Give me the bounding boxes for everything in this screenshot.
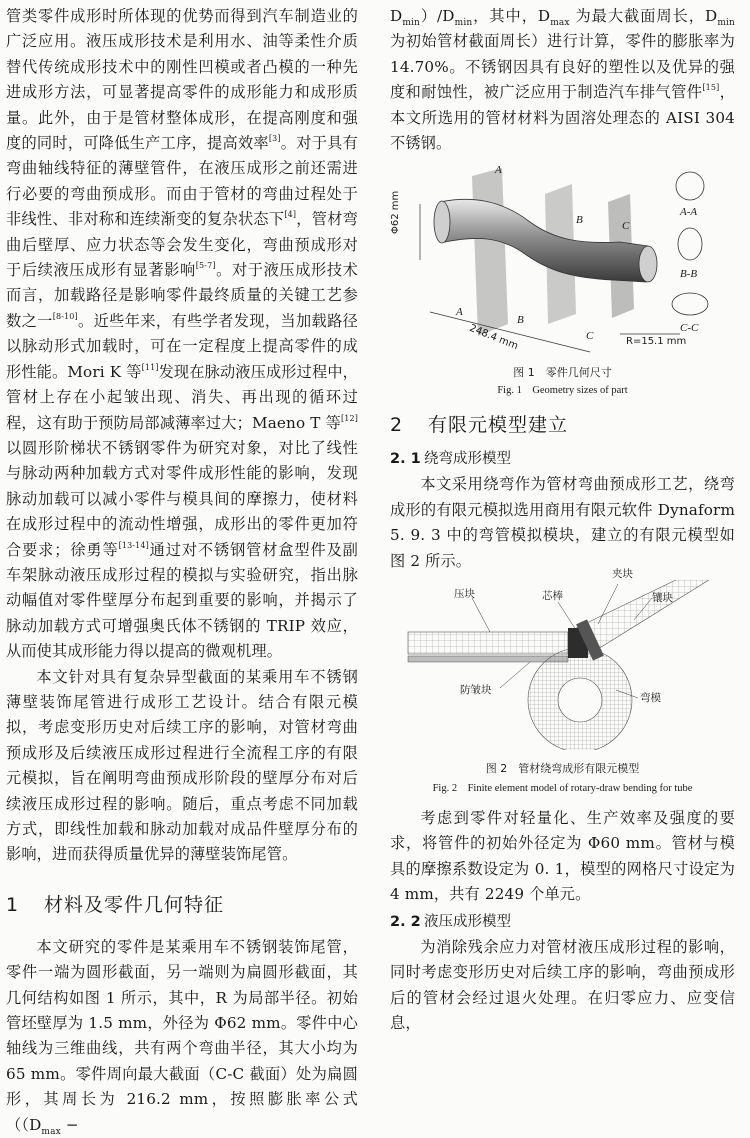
label-section-c: C — [586, 330, 594, 343]
fe-model-drawing — [390, 580, 735, 750]
paragraph-expansion-rate: $D_{min})/D_{min}$，其中，$D_{max}$ 为最大截面周长，$D_{min}$ 为初始管材截面周长）进行计算，零件的膨胀率为 14.70%。不锈钢因具有良好的塑性以及优异的强度和耐蚀性，被广泛应用于制造汽车排气管件[15]，本文所选用的管材材料为固溶处理态的 AISI 304 不锈钢。 — [390, 7, 736, 153]
paragraph-objective: 本文针对具有复杂异型截面的某乘用车不锈钢薄壁装饰尾管进行成形工艺设计。结合有限元模拟，考虑变形历史对后续工序的影响，对管材弯曲预成形及后续液压成形过程进行全流程工序的有限元模拟，旨在阐明弯曲预成形阶段的壁厚分布对后续液压成形过程的影响。随后，重点考虑不同加载方式，即线性加载和脉动加载对成品件壁厚分布的影响，进而获得质量优异的薄壁装饰尾管。 — [6, 667, 358, 864]
label-section-b: B — [576, 214, 583, 227]
dim-radius: R=15.1 mm — [626, 336, 687, 348]
section-cc-outline — [672, 293, 708, 315]
subsection-2-2-heading: 2. 2 液压成形模型 — [390, 913, 511, 930]
section-2-heading: 2 有限元模型建立 — [390, 414, 569, 437]
paragraph-intro: 管类零件成形时所体现的优势而得到汽车制造业的广泛应用。液压成形技术是利用水、油等柔性介质替代传统成形技术中的刚性凹模或者凸模的一种先进成形方法，可显著提高零件的成形能力和成形质量。此外，由于是管材整体成形，在提高刚度和强度的同时，可降低生产工序，提高效率[3]。对于具有弯曲轴线特征的薄壁管件，在液压成形之前还需进行必要的弯曲预成形。而由于管材的弯曲过程处于非线性、非对称和连续渐变的复杂状态下[4]，管材弯曲后壁厚、应力状态等会发生变化，弯曲预成形对于后续液压成形有显著影响[5-7]。对于液压成形技术而言，加载路径是影响零件最终质量的关键工艺参数之一[8-10]。近些年来，有些学者发现，当加载路径以脉动形式加载时，可在一定程度上提高零件的成形性能。Mori K 等[11]发现在脉动液压成形过程中，管材上存在小起皱出现、消失、再出现的循环过程，这有助于预防局部减薄率过大；Maeno T 等[12]以圆形阶梯状不锈钢零件为研究对象，对比了线性与脉动两种加载方式对零件成形性能的影响，发现脉动加载可以减小零件与模具间的摩擦力，使材料在成形过程中的流动性增强，成形出的零件更加符合要求；徐勇等[13-14]通过对不锈钢管材盒型件及副车架脉动液压成形过程的模拟与实验研究，指出脉动幅值对零件壁厚分布起到重要的影响，并揭示了脉动加载方式可增强奥氏体不锈钢的 TRIP 效应，从而使其成形能力得以提高的微观机理。 — [6, 7, 359, 661]
label-section-c: C — [622, 220, 630, 233]
citation: [8-10] — [52, 311, 78, 321]
dim-length: 248.4 mm — [467, 323, 520, 353]
section-1-heading: 1 材料及零件几何特征 — [6, 893, 225, 916]
citation: [12] — [340, 413, 358, 423]
left-column — [6, 4, 358, 1138]
label-aa: A-A — [680, 206, 698, 219]
section-bb-outline — [678, 228, 702, 260]
round-end — [434, 201, 450, 243]
section-aa-outline — [676, 172, 704, 200]
label-bending-die: 弯模 — [640, 692, 661, 705]
figure-2-caption-cn: 图 2 管材绕弯成形有限元模型 — [485, 762, 640, 776]
paragraph-part-description: 本文研究的零件是某乘用车不锈钢装饰尾管，零件一端为圆形截面，另一端则为扁圆形截面，其几何结构如图 1 所示，其中，R 为局部半径。初始管坯壁厚为 1.5 mm，外径为 Φ62 mm。零件中心轴线为三维曲线，共有两个弯曲半径，其大小均为 65 mm。零件周向最大截面（C-C 截面）处为扁圆形，其周长为 216.2 mm，按照膨胀率公式（（$D_{max}$ − — [6, 937, 358, 1137]
paragraph-bending-model: 本文采用绕弯作为管材弯曲预成形工艺，绕弯成形的有限元模拟选用商用有限元软件 Dynaform 5. 9. 3 中的弯管模拟模块，建立的有限元模型如图 2 所示。 — [390, 475, 735, 570]
label-clamp: 夹块 — [612, 568, 633, 581]
citation: [5-7] — [195, 261, 216, 271]
right-column — [390, 4, 735, 1036]
section-plane-a — [472, 168, 508, 336]
dim-diameter: Φ62 mm — [390, 191, 401, 235]
label-wiper: 防皱块 — [460, 684, 492, 697]
tube-mesh — [408, 632, 568, 654]
citation: [15] — [702, 83, 720, 93]
label-bb: B-B — [680, 268, 698, 281]
label-cc: C-C — [680, 322, 699, 335]
label-insert: 镶块 — [652, 592, 673, 605]
paragraph-mesh-settings: 考虑到零件对轻量化、生产效率及强度的要求，将管件的初始外径定为 Φ60 mm。管材与模具的摩擦系数设定为 0. 1，模型的网格尺寸设定为 4 mm，共有 2249 个单元。 — [390, 809, 735, 904]
label-mandrel: 芯棒 — [542, 590, 563, 603]
figure-1 — [390, 164, 735, 396]
label-section-a: A — [495, 164, 502, 177]
subsection-2-1-heading: 2. 1 绕弯成形模型 — [390, 451, 511, 468]
citation: [13-14] — [118, 540, 149, 550]
figure-1-caption-cn: 图 1 零件几何尺寸 — [513, 366, 612, 380]
citation: [4] — [284, 210, 297, 220]
figure-1-caption-en: Fig. 1 Geometry sizes of part — [497, 385, 628, 397]
figure-2-caption-en: Fig. 2 Finite element model of rotary-draw bending for tube — [432, 783, 693, 795]
label-section-b: B — [517, 314, 524, 327]
figure-2 — [390, 568, 735, 802]
wiper-block — [408, 656, 568, 662]
label-section-a: A — [456, 306, 463, 319]
citation: [3] — [268, 134, 281, 144]
oval-end — [639, 246, 657, 282]
label-pressure-block: 压块 — [454, 588, 475, 601]
paragraph-hydroforming-model: 为消除残余应力对管材液压成形过程的影响，同时考虑变形历史对后续工序的影响，弯曲预成形后的管材会经过退火处理。在归零应力、应变信息， — [390, 937, 735, 1032]
citation: [11] — [141, 362, 159, 372]
